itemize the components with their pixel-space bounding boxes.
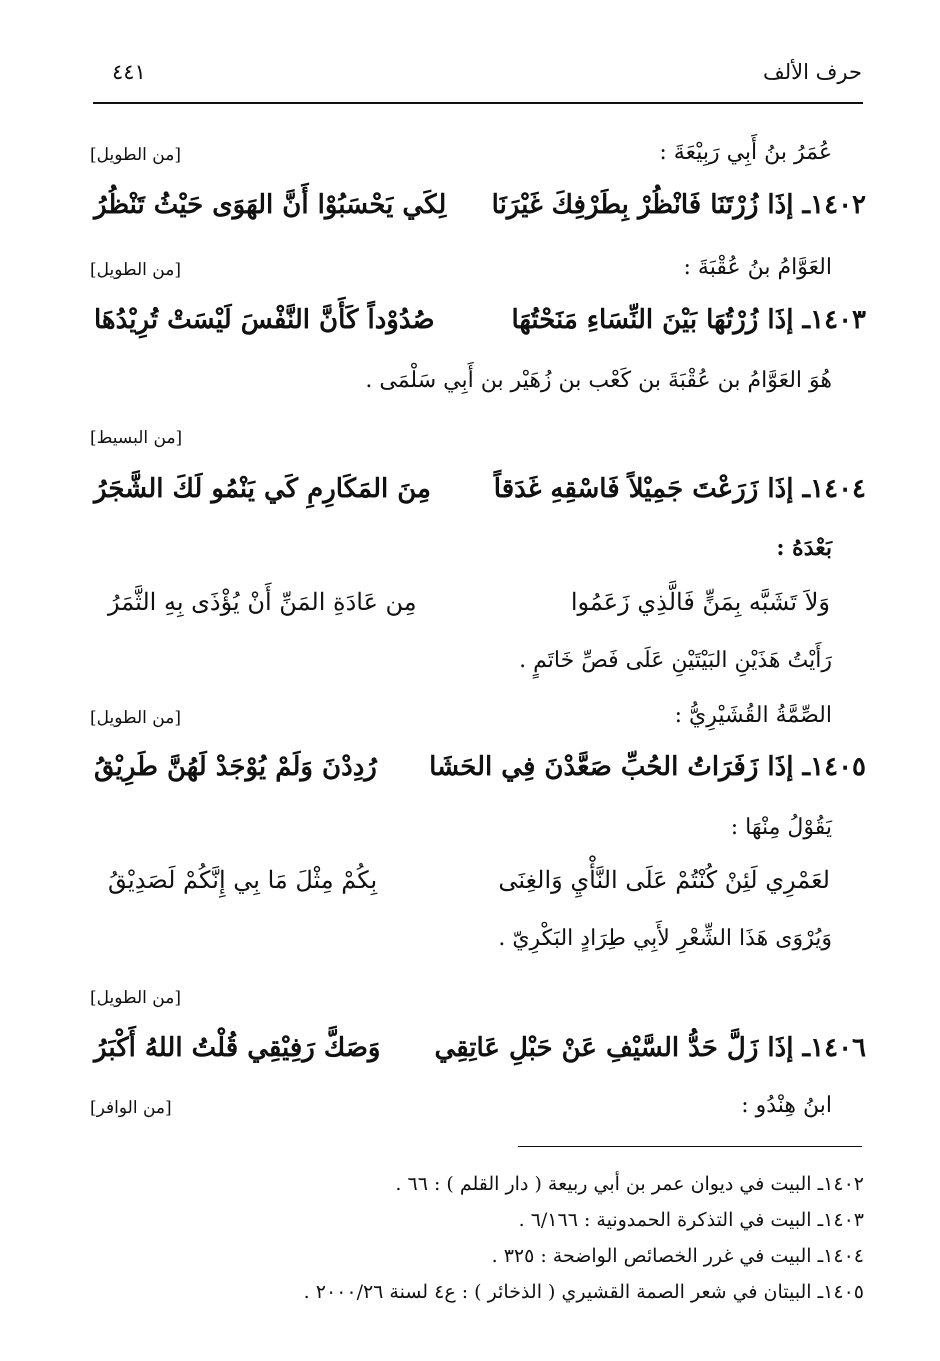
verse-number: ١٤٠٣ـ: [802, 305, 866, 335]
verse-second-hemistich: بِكُمْ مِثْلَ مَا بِي إِنَّكُمْ لَصَدِيْقُ: [108, 866, 378, 894]
verse-first-hemistich: [434, 1033, 866, 1063]
hemistich-text: إذَا زُرْتُهَا بَيْنَ النِّسَاءِ مَنَحْتُهَا: [511, 305, 794, 335]
poet-note: رَأَيْتُ هَذَيْنِ البَيْتَيْنِ عَلَى فَصِّ خَاتَمٍ .: [519, 648, 832, 673]
verse-second-hemistich: مِن عَادَةِ المَنِّ أَنْ يُؤْذَى بِهِ الثَّمَرُ: [108, 588, 417, 616]
verse-first-hemistich: [492, 190, 866, 220]
verse-second-hemistich: وَصَكَّ رَفِيْقِي قُلْتُ اللهُ أَكْبَرُ: [94, 1033, 381, 1063]
meter-label: [من الطويل]: [90, 145, 181, 165]
verse-1404: [94, 474, 866, 514]
meter-label: [من الطويل]: [90, 260, 181, 280]
hemistich-text: إذَا زُرْتَنَا فَانْظُرْ بِطَرْفِكَ غَيْرَنَا: [491, 190, 794, 220]
poet-note: وَيُرْوَى هَذَا الشِّعْرِ لأَبِي طِرَادٍ البَكْرِيّ .: [498, 926, 832, 951]
footnote: ١٤٠٤ـ البيت في غرر الخصائص الواضحة : ٣٢٥ .: [491, 1245, 864, 1267]
after-label: يَقُوْلُ مِنْهَا :: [730, 815, 832, 840]
verse-second-hemistich: مِنَ المَكَارِمِ كَي يَنْمُو لَكَ الشَّجَرُ: [94, 474, 431, 504]
verse-1402: [94, 190, 866, 230]
footnote: ١٤٠٥ـ البيتان في شعر الصمة القشيري ( الذخائر ) : ع٤ لسنة ٢٠٠٠/٢٦ .: [303, 1281, 864, 1303]
meter-label: [من الوافر]: [90, 1098, 172, 1118]
verse-first-hemistich: [511, 305, 866, 335]
verse-second-hemistich: رُدِدْنَ وَلَمْ يُوْجَدْ لَهُنَّ طَرِيْقُ: [94, 752, 377, 782]
verse-second-hemistich: لِكَي يَحْسَبُوْا أَنَّ الهَوَى حَيْثُ تَنْظُرُ: [94, 190, 447, 220]
verse-first-hemistich: وَلاَ تَشَبَّه بِمَنٍّ فَالَّذِي زَعَمُوا: [570, 588, 830, 616]
verse-first-hemistich: لعَمْرِي لَئِنْ كُنْتُمْ عَلَى النَّأْيِ وَالغِنَى: [498, 866, 830, 894]
verse-first-hemistich: [494, 474, 866, 504]
poet-intro: ابنُ هِنْدُو :: [741, 1093, 832, 1118]
meter-label: [من البسيط]: [90, 428, 183, 448]
verse-second-hemistich: صُدُوْداً كَأَنَّ النَّفْسَ لَيْسَتْ تُرِيْدُهَا: [94, 305, 435, 335]
footnote: ١٤٠٣ـ البيت في التذكرة الحمدونية : ٦/١٦٦ .: [518, 1209, 864, 1231]
poet-intro: العَوَّامُ بنُ عُقْبَةَ :: [683, 255, 832, 280]
verse-1403: [94, 305, 866, 345]
verse-number: ١٤٠٥ـ: [802, 752, 866, 782]
hemistich-text: إذَا زَلَّ حَدُّ السَّيْفِ عَنْ حَبْلِ عَاتِقِي: [434, 1033, 794, 1063]
poet-intro: الصِّمَّةُ القُشَيْرِيُّ :: [674, 703, 832, 728]
page-number: ٤٤١: [112, 60, 146, 84]
verse-1404-followup: [108, 588, 830, 628]
meter-label: [من الطويل]: [90, 988, 181, 1008]
footnote-rule: [518, 1146, 862, 1147]
verse-first-hemistich: [429, 752, 866, 782]
hemistich-text: إذَا زَفَرَاتُ الحُبِّ صَعَّدْنَ فِي الحَشَا: [429, 752, 794, 782]
section-title: حرف الألف: [763, 60, 862, 84]
verse-number: ١٤٠٢ـ: [802, 190, 866, 220]
poet-intro: عُمَرُ بنُ أَبِي رَبِيْعَةَ :: [659, 140, 832, 165]
verse-1405-followup: [108, 866, 830, 906]
verse-1406: [94, 1033, 866, 1073]
verse-number: ١٤٠٦ـ: [802, 1033, 866, 1063]
poet-note: هُوَ العَوَّامُ بن عُقْبَةَ بن كَعْب بن زُهَيْر بن أَبِي سَلْمَى .: [365, 368, 832, 393]
verse-number: ١٤٠٤ـ: [802, 474, 866, 504]
hemistich-text: إذَا زَرَعْتَ جَمِيْلاً فَاسْقِهِ غَدَقاً: [493, 474, 794, 504]
meter-label: [من الطويل]: [90, 708, 181, 728]
footnote: ١٤٠٢ـ البيت في ديوان عمر بن أبي ربيعة ( دار القلم ) : ٦٦ .: [395, 1173, 864, 1195]
header-rule: [93, 102, 863, 104]
verse-1405: [94, 752, 866, 792]
after-label: بَعْدَهُ :: [776, 535, 832, 561]
